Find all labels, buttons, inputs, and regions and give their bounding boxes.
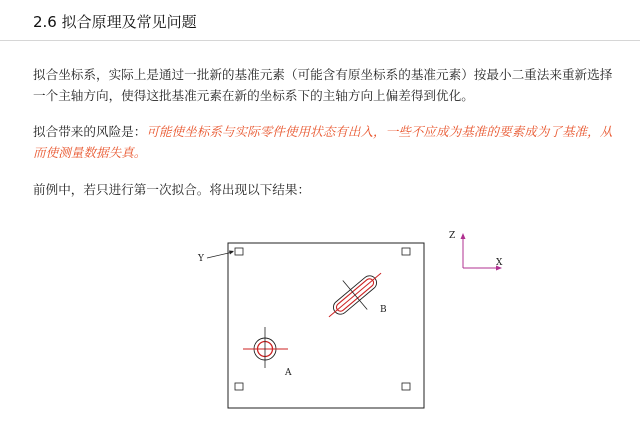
feature-a-hole: [243, 327, 288, 368]
label-a: A: [285, 368, 292, 378]
z-axis-arrowhead: [461, 233, 466, 239]
label-b: B: [380, 305, 387, 315]
risk-statement: 可能使坐标系与实际零件使用状态有出入，一些不应成为基准的要素成为了基准，从而使测量数据失真。: [33, 124, 613, 160]
paragraph-example-intro: 前例中，若只进行第一次拟合。将出现以下结果：: [33, 182, 311, 197]
label-y: Y: [198, 254, 204, 264]
corner-square-bottom-left: [235, 383, 243, 390]
corner-square-top-left: [235, 248, 243, 255]
y-leader-line: [207, 252, 233, 258]
risk-prefix: 拟合带来的风险是：: [33, 124, 147, 139]
axis-label-z: Z: [449, 231, 456, 241]
corner-square-bottom-right: [402, 383, 410, 390]
slot-b-cross: [343, 280, 367, 309]
section-heading: 2.6 拟合原理及常见问题: [33, 13, 197, 31]
part-outline: [228, 243, 424, 408]
corner-square-top-right: [402, 248, 410, 255]
axis-label-x: X: [496, 258, 503, 268]
paragraph-fitting-principle: 拟合坐标系，实际上是通过一批新的基准元素（可能含有原坐标系的基准元素）按最小二重法来重新选择一个主轴方向，使得这批基准元素在新的坐标系下的主轴方向上偏差得到优化。: [33, 67, 613, 103]
feature-b-slot: [317, 259, 394, 332]
y-leader-arrowhead: [229, 251, 234, 255]
